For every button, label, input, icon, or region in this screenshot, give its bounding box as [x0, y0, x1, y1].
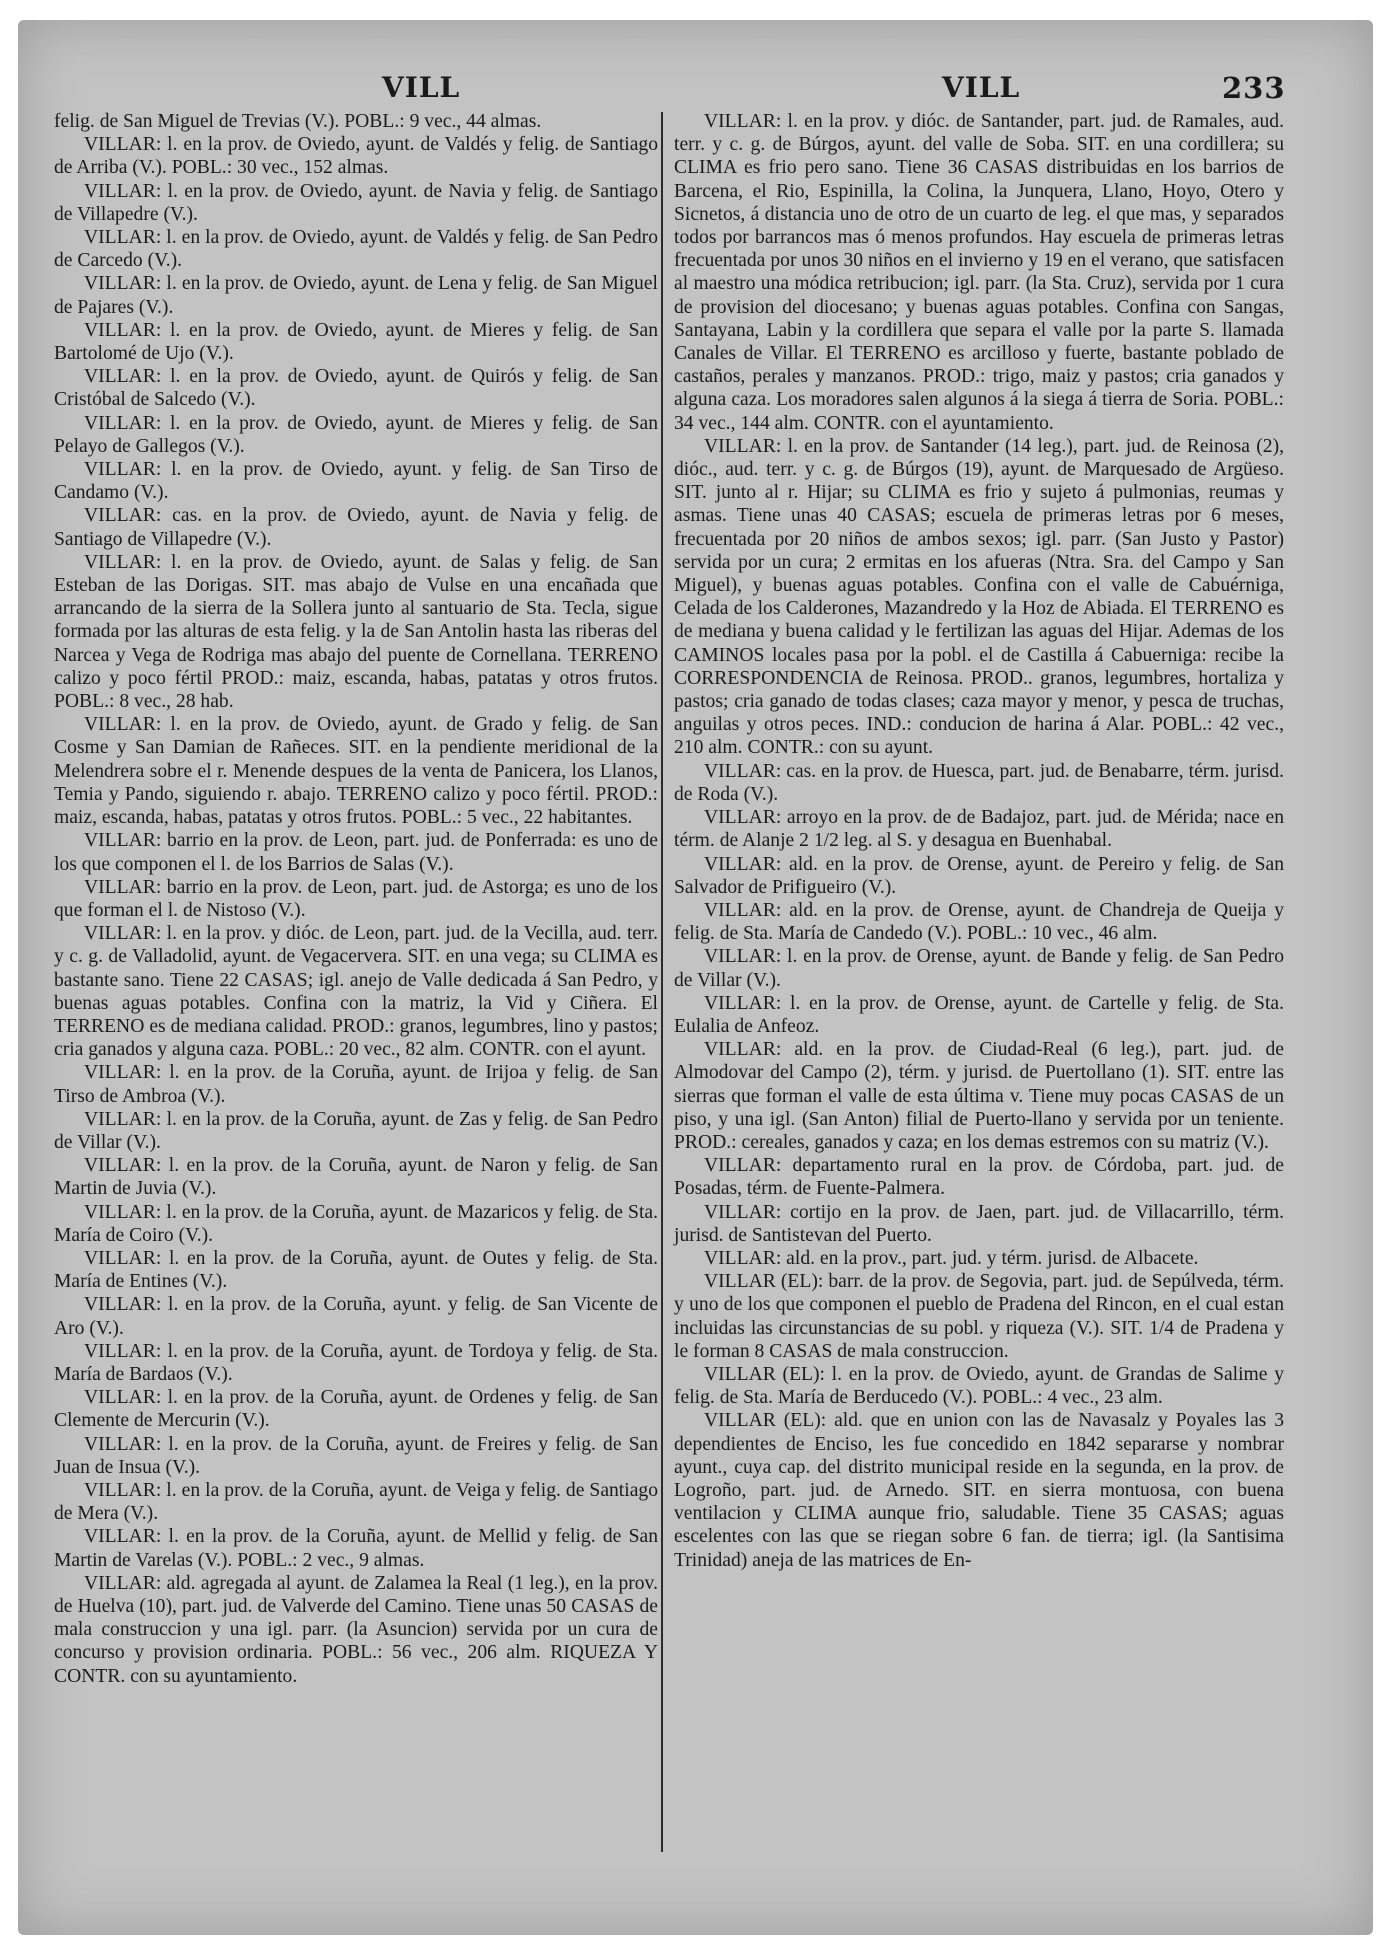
running-header-right: VILL — [942, 71, 1021, 104]
entry: VILLAR: l. en la prov. y dióc. de Leon, part. jud. de la Vecilla, aud. terr. y c. g. de Valladolid, ayunt. de Vegacervera. SIT. en una vega; su CLIMA es bastante sano. Tiene 22 CASAS; igl. anejo de Valle dedicada á San Pedro, y buenas aguas potables. Confina con la matriz, la Vid y Ciñera. El TERRENO es de mediana calidad. PROD.: granos, legumbres, lino y pastos; cria ganados y alguna caza. POBL.: 20 vec., 82 alm. CONTR. con el ayunt. — [54, 923, 658, 1061]
entry: VILLAR: l. en la prov. de la Coruña, ayunt. de Zas y felig. de San Pedro de Villar (V.). — [54, 1108, 658, 1153]
entry: VILLAR: l. en la prov. de Oviedo, ayunt. de Navia y felig. de Santiago de Villapedre (V.). — [54, 180, 658, 225]
entry: VILLAR (EL): barr. de la prov. de Segovia, part. jud. de Sepúlveda, térm. y uno de los que componen el pueblo de Pradena del Rincon, en el cual estan incluidas las circunstancias de su pobl. y riqueza (V.). SIT. 1/4 de Pradena y le forman 8 CASAS de mala construccion. — [674, 1271, 1284, 1362]
entry: VILLAR: l. en la prov. de la Coruña, ayunt. de Mazaricos y felig. de Sta. María de Coiro (V.). — [54, 1201, 658, 1246]
entry: VILLAR: l. en la prov. de la Coruña, ayunt. de Tordoya y felig. de Sta. María de Bardaos (V.). — [54, 1340, 658, 1385]
entry: VILLAR: l. en la prov. de Orense, ayunt. de Bande y felig. de San Pedro de Villar (V.). — [674, 946, 1284, 991]
entry: VILLAR: ald. en la prov., part. jud. y térm. jurisd. de Albacete. — [704, 1247, 1199, 1269]
running-header-left: VILL — [382, 71, 461, 104]
entry: VILLAR: l. en la prov. de la Coruña, ayunt. de Veiga y felig. de Santiago de Mera (V.). — [54, 1479, 658, 1525]
entry: VILLAR: ald. en la prov. de Orense, ayunt. de Chandreja de Queija y felig. de Sta. María de Candedo (V.). POBL.: 10 vec., 46 alm. — [674, 899, 1284, 945]
page-number: 233 — [1222, 71, 1286, 105]
entry: VILLAR: l. en la prov. de Oviedo, ayunt. de Salas y felig. de San Esteban de las Dorigas. SIT. mas abajo de Vulse en una encañada que arrancando de la sierra de la Sollera junto al santuario de Sta. Tecla, sigue formada por las alturas de esta felig. y la de San Antolin hasta las riberas del Narcea y Vega de Rodriga mas abajo del puente de Cornellana. TERRENO calizo y poco fértil PROD.: maiz, escanda, habas, patatas y otros frutos. POBL.: 8 vec., 28 hab. — [54, 551, 658, 713]
entry: VILLAR: barrio en la prov. de Leon, part. jud. de Astorga; es uno de los que forman el l. de Nistoso (V.). — [54, 876, 658, 921]
entry: VILLAR: ald. en la prov. de Ciudad-Real (6 leg.), part. jud. de Almodovar del Campo (2), térm. y jurisd. de Puertollano (1). SIT. entre las sierras que forman el valle de esta última v. Tiene muy pocas CASAS de un piso, y una igl. (San Anton) filial de Puerto-llano y servida por un teniente. PROD.: cereales, ganados y caza; en los demas estremos con su matriz (V.). — [674, 1039, 1284, 1153]
entry: VILLAR: l. en la prov. de la Coruña, ayunt. de Ordenes y felig. de San Clemente de Mercurin (V.). — [54, 1387, 658, 1432]
entry: VILLAR: l. en la prov. de Orense, ayunt. de Cartelle y felig. de Sta. Eulalia de Anfeoz. — [674, 992, 1284, 1037]
entry: VILLAR: cas. en la prov. de Oviedo, ayunt. de Navia y felig. de Santiago de Villapedre (V.). — [54, 505, 658, 550]
column-divider — [661, 112, 663, 1852]
entry: VILLAR: l. en la prov. de Oviedo, ayunt. de Valdés y felig. de Santiago de Arriba (V.). POBL.: 30 vec., 152 almas. — [54, 134, 658, 179]
entry: VILLAR: l. en la prov. de Oviedo, ayunt. de Valdés y felig. de San Pedro de Carcedo (V.). — [54, 227, 658, 272]
entry: VILLAR: l. en la prov. de Oviedo, ayunt. de Mieres y felig. de San Bartolomé de Ujo (V.). — [54, 319, 658, 365]
entry: VILLAR (EL): l. en la prov. de Oviedo, ayunt. de Grandas de Salime y felig. de Sta. María de Berducedo (V.). POBL.: 4 vec., 23 alm. — [674, 1363, 1284, 1409]
entry: VILLAR: l. en la prov. de Oviedo, ayunt. de Grado y felig. de San Cosme y San Damian de Rañeces. SIT. en la pendiente meridional de la Melendrera sobre el r. Menende despues de la venta de Panicera, los Llanos, Temia y Pando, siguiendo r. abajo. TERRENO calizo y poco fértil. PROD.: maiz, escanda, habas, patatas y otros frutos. POBL.: 5 vec., 22 habitantes. — [54, 714, 658, 829]
entry: VILLAR: l. en la prov. de Oviedo, ayunt. de Mieres y felig. de San Pelayo de Gallegos (V.). — [54, 412, 658, 457]
entry: VILLAR (EL): ald. que en union con las de Navasalz y Poyales las 3 dependientes de Enciso, les fue concedido en 1842 separarse y nombrar ayunt., cuya cap. del distrito municipal reside en la segunda, en la prov. de Logroño, part. jud. de Arnedo. SIT. en sierra montuosa, con buena ventilacion y CLIMA aunque frio, saludable. Tiene 35 CASAS; aguas escelentes con las que se riegan sobre 6 fan. de tierra; igl. (la Santisima Trinidad) aneja de las matrices de En- — [674, 1410, 1284, 1571]
entry: VILLAR: cortijo en la prov. de Jaen, part. jud. de Villacarrillo, térm. jurisd. de Santistevan del Puerto. — [674, 1201, 1284, 1246]
entry: VILLAR: l. en la prov. de la Coruña, ayunt. de Freires y felig. de San Juan de Insua (V.). — [54, 1433, 658, 1478]
entry: VILLAR: ald. en la prov. de Orense, ayunt. de Pereiro y felig. de San Salvador de Prifigueiro (V.). — [674, 853, 1284, 898]
entry: VILLAR: cas. en la prov. de Huesca, part. jud. de Benabarre, térm. jurisd. de Roda (V.). — [674, 760, 1284, 805]
entry-continued: felig. de San Miguel de Trevias (V.). POBL.: 9 vec., 44 almas. — [54, 111, 542, 132]
entry: VILLAR: l. en la prov. de la Coruña, ayunt. de Mellid y felig. de San Martin de Varelas (V.). POBL.: 2 vec., 9 almas. — [54, 1526, 658, 1571]
entry: VILLAR: l. en la prov. de Santander (14 leg.), part. jud. de Reinosa (2), dióc., aud. terr. y c. g. de Búrgos (19), ayunt. de Marquesado de Argüeso. SIT. junto al r. Hijar; su CLIMA es frio y sujeto á pulmonias, reumas y asmas. Tiene unas 40 CASAS; escuela de primeras letras por 6 meses, frecuentada por 20 niños de ambos sexos; igl. parr. (San Justo y Pastor) servida por un cura; 2 ermitas en los afueras (Ntra. Sra. del Campo y San Miguel), y buenas aguas potables. Confina con el valle de Cabuérniga, Celada de los Calderones, Mazandredo y la Hoz de Abiada. El TERRENO es de mediana y buena calidad y le fertilizan las aguas del Hijar. Ademas de los CAMINOS locales pasa por la pobl. el de Castilla á Cabuerniga: recibe la CORRESPONDENCIA de Reinosa. PROD.. granos, legumbres, hortaliza y pastos; cria ganado de todas clases; caza mayor y menor, y pesca de truchas, anguilas y otros peces. IND.: conducion de harina á Alar. POBL.: 42 vec., 210 alm. CONTR.: con su ayunt. — [674, 435, 1284, 759]
left-column — [54, 110, 658, 1688]
entry: VILLAR: ald. agregada al ayunt. de Zalamea la Real (1 leg.), en la prov. de Huelva (10), part. jud. de Valverde del Camino. Tiene unas 50 CASAS de mala construccion y una igl. parr. (la Asuncion) servida por un cura de concurso y provision ordinaria. POBL.: 56 vec., 206 alm. RIQUEZA Y CONTR. con su ayuntamiento. — [54, 1572, 658, 1687]
entry: VILLAR: barrio en la prov. de Leon, part. jud. de Ponferrada: es uno de los que componen el l. de los Barrios de Salas (V.). — [54, 830, 658, 875]
entry: VILLAR: l. en la prov. de Oviedo, ayunt. de Lena y felig. de San Miguel de Pajares (V.). — [54, 273, 658, 318]
entry: VILLAR: l. en la prov. de la Coruña, ayunt. de Outes y felig. de Sta. María de Entines (V.). — [54, 1247, 658, 1293]
entry: VILLAR: l. en la prov. de la Coruña, ayunt. de Naron y felig. de San Martin de Juvia (V.). — [54, 1155, 658, 1200]
entry: VILLAR: departamento rural en la prov. de Córdoba, part. jud. de Posadas, térm. de Fuente-Palmera. — [674, 1155, 1284, 1200]
entry: VILLAR: l. en la prov. de Oviedo, ayunt. y felig. de San Tirso de Candamo (V.). — [54, 459, 658, 504]
entry: VILLAR: arroyo en la prov. de de Badajoz, part. jud. de Mérida; nace en térm. de Alanje 2 1/2 leg. al S. y desagua en Buenhabal. — [674, 807, 1284, 852]
entry: VILLAR: l. en la prov. de la Coruña, ayunt. de Irijoa y felig. de San Tirso de Ambroa (V.). — [54, 1062, 658, 1107]
right-column — [674, 110, 1284, 1572]
entry: VILLAR: l. en la prov. de Oviedo, ayunt. de Quirós y felig. de San Cristóbal de Salcedo (V.). — [54, 366, 658, 411]
entry: VILLAR: l. en la prov. de la Coruña, ayunt. y felig. de San Vicente de Aro (V.). — [54, 1294, 658, 1339]
entry: VILLAR: l. en la prov. y dióc. de Santander, part. jud. de Ramales, aud. terr. y c. g. de Búrgos, ayunt. del valle de Soba. SIT. en una cordillera; su CLIMA es frio pero sano. Tiene 36 CASAS distribuidas en los barrios de Barcena, el Rio, Espinilla, la Colina, la Junquera, Llano, Hoyo, Otero y Sicnetos, á distancia uno de otro de un cuarto de leg. el que mas, y separados todos por barrancos mas ó menos profundos. Hay escuela de primeras letras frecuentada por unos 30 niños en el invierno y 19 en el verano, que satisfacen al maestro una módica retribucion; igl. parr. (la Sta. Cruz), servida por 1 cura de provision del diocesano; y buenas aguas potables. Confina con Sangas, Santayana, Labin y la cordillera que separa el valle por la parte S. llamada Canales de Villar. El TERRENO es arcilloso y fuerte, bastante poblado de castaños, perales y manzanos. PROD.: trigo, maiz y pastos; cria ganados y alguna caza. Los moradores salen algunos á la siega á tierra de Soria. POBL.: 34 vec., 144 alm. CONTR. con el ayuntamiento. — [674, 111, 1284, 434]
